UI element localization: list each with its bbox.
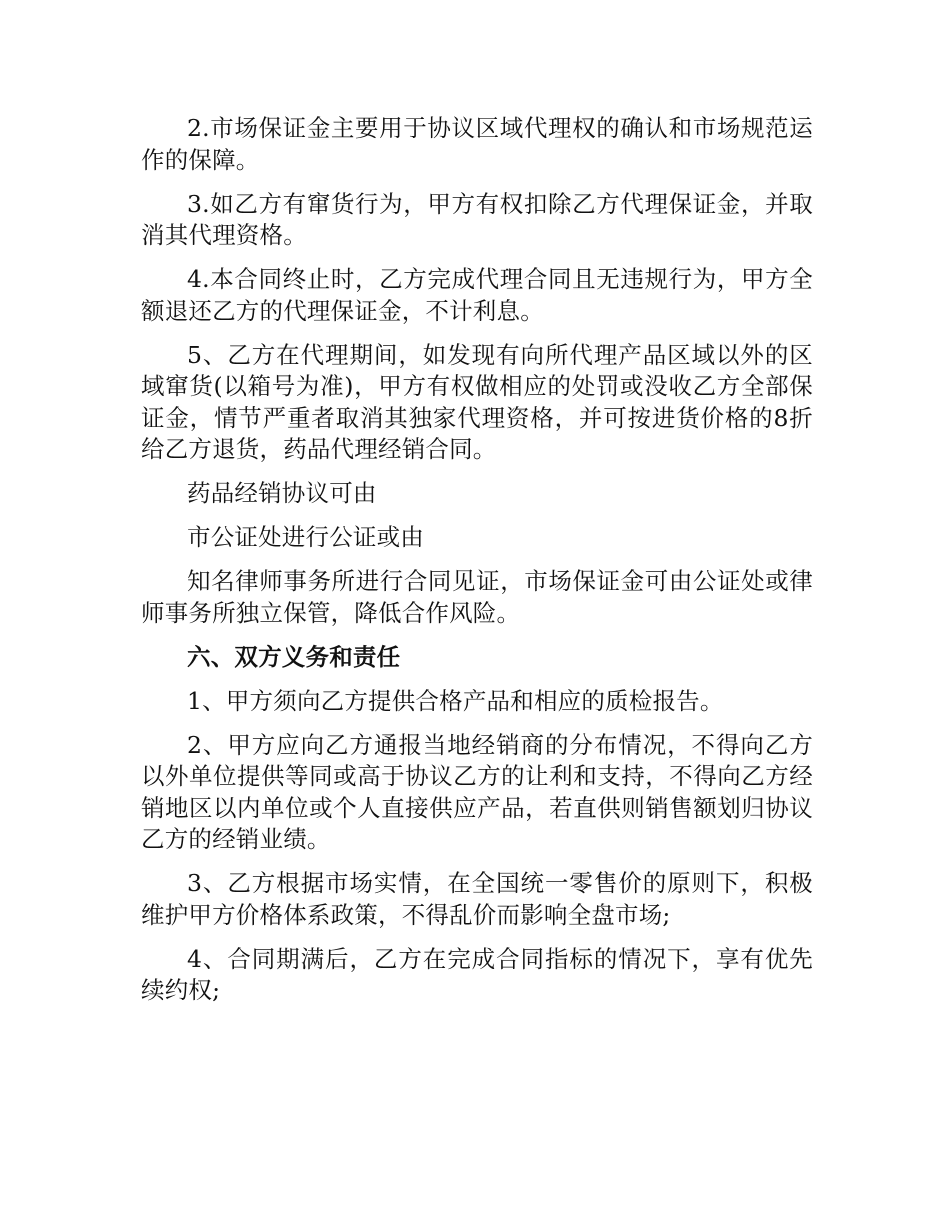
obligation-item: 4、合同期满后，乙方在完成合同指标的情况下，享有优先续约权; (141, 944, 813, 1004)
paragraph-notary-line-2: 市公证处进行公证或由 (187, 523, 424, 551)
paragraph-notary-line-1: 药品经销协议可由 (187, 479, 377, 507)
paragraph-penalty: 5、乙方在代理期间，如发现有向所代理产品区域以外的区域窜货(以箱号为准)，甲方有权做相应的处罚或没收乙方全部保证金，情节严重者取消其独家代理资格，并可按进货价格的8折给乙方退货，药品代理经销合同。 (141, 340, 813, 463)
obligation-item: 1、甲方须向乙方提供合格产品和相应的质检报告。 (187, 686, 724, 715)
obligation-item: 2、甲方应向乙方通报当地经销商的分布情况，不得向乙方以外单位提供等同或高于协议乙方的让利和支持，不得向乙方经销地区以内单位或个人直接供应产品，若直供则销售额划归协议乙方的经销业绩。 (141, 730, 813, 853)
paragraph-deposit-purpose: 2.市场保证金主要用于协议区域代理权的确认和市场规范运作的保障。 (141, 114, 813, 174)
section-heading: 六、双方义务和责任 (187, 642, 401, 671)
paragraph-cross-selling: 3.如乙方有窜货行为，甲方有权扣除乙方代理保证金，并取消其代理资格。 (141, 189, 813, 249)
document-body (141, 113, 813, 1019)
obligation-item: 3、乙方根据市场实情，在全国统一零售价的原则下，积极维护甲方价格体系政策，不得乱价而影响全盘市场; (141, 869, 813, 929)
paragraph-deposit-refund: 4.本合同终止时，乙方完成代理合同且无违规行为，甲方全额退还乙方的代理保证金，不计利息。 (141, 265, 813, 325)
paragraph-law-firm: 知名律师事务所进行合同见证，市场保证金可由公证处或律师事务所独立保管，降低合作风险。 (141, 567, 813, 627)
